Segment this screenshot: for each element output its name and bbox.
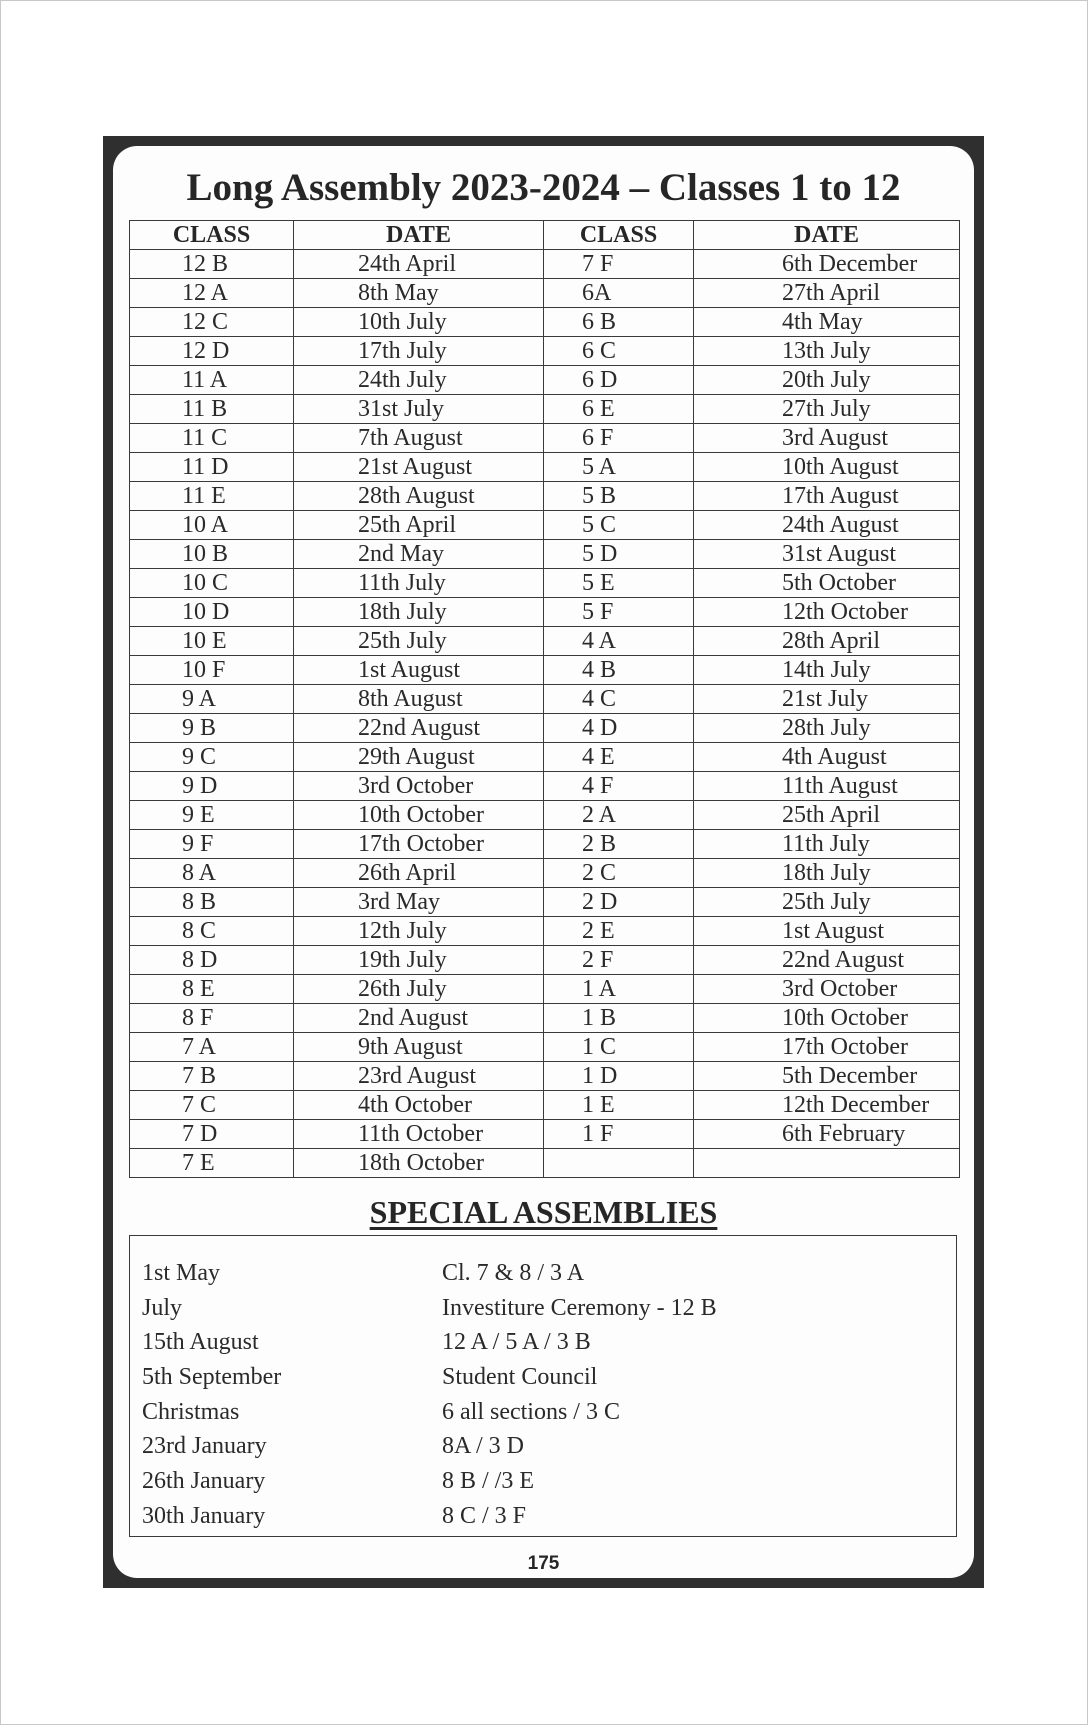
- class-cell: 11 B: [130, 395, 294, 424]
- date-cell: 23rd August: [294, 1062, 544, 1091]
- class-cell: 10 C: [130, 569, 294, 598]
- class-cell: 7 B: [130, 1062, 294, 1091]
- date-cell: 17th July: [294, 337, 544, 366]
- date-cell: 2nd May: [294, 540, 544, 569]
- special-assembly-row: [130, 1256, 956, 1291]
- class-cell: 7 D: [130, 1120, 294, 1149]
- date-cell: 27th July: [694, 395, 960, 424]
- table-row: [130, 569, 960, 598]
- table-row: [130, 308, 960, 337]
- date-cell: 11th July: [294, 569, 544, 598]
- table-row: [130, 250, 960, 279]
- special-occasion: 5th September: [142, 1364, 282, 1391]
- class-cell: 1 F: [544, 1120, 694, 1149]
- class-cell: 7 E: [130, 1149, 294, 1178]
- class-cell: 10 D: [130, 598, 294, 627]
- class-cell: 2 C: [544, 859, 694, 888]
- date-cell: 6th February: [694, 1120, 960, 1149]
- special-assembly-row: [130, 1325, 956, 1360]
- table-row: [130, 1004, 960, 1033]
- date-cell: 4th May: [694, 308, 960, 337]
- date-column-header: DATE: [294, 221, 544, 250]
- class-cell: 1 C: [544, 1033, 694, 1062]
- date-cell: 4th October: [294, 1091, 544, 1120]
- class-cell: 5 B: [544, 482, 694, 511]
- class-cell: 7 F: [544, 250, 694, 279]
- class-cell: 2 F: [544, 946, 694, 975]
- date-cell: 25th July: [294, 627, 544, 656]
- special-classes: 12 A / 5 A / 3 B: [442, 1329, 591, 1356]
- class-cell: 5 F: [544, 598, 694, 627]
- class-cell: 1 E: [544, 1091, 694, 1120]
- date-cell: 18th October: [294, 1149, 544, 1178]
- table-row: [130, 395, 960, 424]
- table-row: [130, 337, 960, 366]
- class-cell: 4 D: [544, 714, 694, 743]
- special-assembly-row: [130, 1291, 956, 1326]
- table-row: [130, 656, 960, 685]
- date-cell: 11th October: [294, 1120, 544, 1149]
- class-cell: 8 C: [130, 917, 294, 946]
- class-cell: 9 F: [130, 830, 294, 859]
- date-cell: 18th July: [294, 598, 544, 627]
- date-cell: 10th August: [694, 453, 960, 482]
- date-cell: 5th October: [694, 569, 960, 598]
- table-row: [130, 917, 960, 946]
- class-cell: 5 A: [544, 453, 694, 482]
- table-row: [130, 685, 960, 714]
- date-cell: 11th August: [694, 772, 960, 801]
- date-cell: 22nd August: [694, 946, 960, 975]
- date-cell: 2nd August: [294, 1004, 544, 1033]
- date-cell: 3rd October: [294, 772, 544, 801]
- table-row: [130, 830, 960, 859]
- class-cell: 9 E: [130, 801, 294, 830]
- special-assembly-row: [130, 1429, 956, 1464]
- table-row: [130, 482, 960, 511]
- date-cell: 24th August: [694, 511, 960, 540]
- date-cell: 21st August: [294, 453, 544, 482]
- date-cell: 6th December: [694, 250, 960, 279]
- class-cell: 12 C: [130, 308, 294, 337]
- special-occasion: July: [142, 1294, 183, 1321]
- special-classes: Cl. 7 & 8 / 3 A: [442, 1260, 585, 1286]
- class-cell: 10 B: [130, 540, 294, 569]
- table-row: [130, 598, 960, 627]
- page-number: 175: [527, 1553, 560, 1574]
- special-occasion: Christmas: [142, 1398, 240, 1425]
- class-cell: 11 D: [130, 453, 294, 482]
- class-cell: 6 F: [544, 424, 694, 453]
- class-cell: 9 C: [130, 743, 294, 772]
- date-cell: 8th August: [294, 685, 544, 714]
- table-row: [130, 1062, 960, 1091]
- special-classes: 8 B / /3 E: [442, 1468, 535, 1495]
- date-cell: 17th October: [294, 830, 544, 859]
- date-cell: 17th October: [694, 1033, 960, 1062]
- class-cell: 8 B: [130, 888, 294, 917]
- class-cell: 4 E: [544, 743, 694, 772]
- date-cell: 19th July: [294, 946, 544, 975]
- table-row: [130, 1120, 960, 1149]
- class-cell: 1 A: [544, 975, 694, 1004]
- date-cell: 21st July: [694, 685, 960, 714]
- date-cell: 5th December: [694, 1062, 960, 1091]
- special-classes: Student Council: [442, 1364, 598, 1391]
- date-cell: 11th July: [694, 830, 960, 859]
- date-cell: 12th December: [694, 1091, 960, 1120]
- class-cell: 8 F: [130, 1004, 294, 1033]
- date-cell: 7th August: [294, 424, 544, 453]
- class-cell: 5 D: [544, 540, 694, 569]
- special-classes: Investiture Ceremony - 12 B: [442, 1294, 717, 1321]
- special-assemblies-box: [129, 1235, 957, 1537]
- date-cell: 25th April: [294, 511, 544, 540]
- special-occasion: 30th January: [142, 1502, 266, 1529]
- table-row: [130, 1091, 960, 1120]
- table-header-row: [130, 221, 960, 250]
- table-row: [130, 801, 960, 830]
- class-column-header: CLASS: [130, 221, 294, 250]
- class-cell: 12 A: [130, 279, 294, 308]
- class-cell: 7 A: [130, 1033, 294, 1062]
- date-cell: 3rd May: [294, 888, 544, 917]
- class-cell: 10 F: [130, 656, 294, 685]
- date-cell: 9th August: [294, 1033, 544, 1062]
- class-cell: 7 C: [130, 1091, 294, 1120]
- class-cell: 2 B: [544, 830, 694, 859]
- class-cell: 11 E: [130, 482, 294, 511]
- special-occasion: 23rd January: [142, 1433, 267, 1460]
- class-cell: [544, 1149, 694, 1178]
- special-classes: 8A / 3 D: [442, 1433, 525, 1460]
- special-classes: 6 all sections / 3 C: [442, 1398, 620, 1425]
- class-cell: 8 A: [130, 859, 294, 888]
- date-cell: 3rd August: [694, 424, 960, 453]
- class-cell: 4 C: [544, 685, 694, 714]
- date-cell: 18th July: [694, 859, 960, 888]
- class-cell: 9 D: [130, 772, 294, 801]
- date-cell: 26th July: [294, 975, 544, 1004]
- date-cell: [694, 1149, 960, 1178]
- table-row: [130, 1033, 960, 1062]
- special-occasion: 26th January: [142, 1468, 266, 1495]
- class-cell: 9 A: [130, 685, 294, 714]
- table-row: [130, 366, 960, 395]
- date-cell: 14th July: [694, 656, 960, 685]
- class-cell: 6 C: [544, 337, 694, 366]
- date-cell: 31st July: [294, 395, 544, 424]
- class-cell: 6 B: [544, 308, 694, 337]
- date-cell: 20th July: [694, 366, 960, 395]
- table-row: [130, 946, 960, 975]
- date-cell: 12th October: [694, 598, 960, 627]
- class-cell: 8 D: [130, 946, 294, 975]
- class-cell: 4 B: [544, 656, 694, 685]
- page-title: Long Assembly 2023-2024 – Classes 1 to 12: [186, 166, 901, 209]
- class-cell: 9 B: [130, 714, 294, 743]
- class-cell: 12 D: [130, 337, 294, 366]
- special-occasion: 1st May: [142, 1260, 220, 1286]
- class-cell: 5 C: [544, 511, 694, 540]
- table-row: [130, 540, 960, 569]
- date-cell: 12th July: [294, 917, 544, 946]
- assembly-schedule-table: [129, 220, 960, 1178]
- date-cell: 8th May: [294, 279, 544, 308]
- date-cell: 10th October: [294, 801, 544, 830]
- date-cell: 29th August: [294, 743, 544, 772]
- schedule-body: [130, 250, 960, 1178]
- table-row: [130, 975, 960, 1004]
- date-cell: 10th October: [694, 1004, 960, 1033]
- date-cell: 17th August: [694, 482, 960, 511]
- class-cell: 1 D: [544, 1062, 694, 1091]
- class-cell: 2 E: [544, 917, 694, 946]
- special-assembly-row: [130, 1499, 956, 1534]
- date-cell: 26th April: [294, 859, 544, 888]
- special-assembly-row: [130, 1464, 956, 1499]
- date-cell: 25th July: [694, 888, 960, 917]
- class-cell: 6 E: [544, 395, 694, 424]
- table-row: [130, 1149, 960, 1178]
- table-row: [130, 627, 960, 656]
- date-cell: 28th April: [694, 627, 960, 656]
- table-row: [130, 511, 960, 540]
- date-cell: 4th August: [694, 743, 960, 772]
- date-cell: 24th July: [294, 366, 544, 395]
- table-row: [130, 714, 960, 743]
- special-assemblies-title: SPECIAL ASSEMBLIES: [369, 1194, 718, 1230]
- class-column-header: CLASS: [544, 221, 694, 250]
- table-row: [130, 743, 960, 772]
- date-cell: 24th April: [294, 250, 544, 279]
- special-assembly-row: [130, 1360, 956, 1395]
- table-row: [130, 424, 960, 453]
- date-cell: 3rd October: [694, 975, 960, 1004]
- class-cell: 2 D: [544, 888, 694, 917]
- date-column-header: DATE: [694, 221, 960, 250]
- special-occasion: 15th August: [142, 1329, 259, 1356]
- table-row: [130, 279, 960, 308]
- table-row: [130, 772, 960, 801]
- class-cell: 4 F: [544, 772, 694, 801]
- class-cell: 8 E: [130, 975, 294, 1004]
- class-cell: 11 C: [130, 424, 294, 453]
- date-cell: 1st August: [694, 917, 960, 946]
- date-cell: 28th August: [294, 482, 544, 511]
- date-cell: 13th July: [694, 337, 960, 366]
- special-assembly-row: [130, 1395, 956, 1430]
- date-cell: 22nd August: [294, 714, 544, 743]
- class-cell: 1 B: [544, 1004, 694, 1033]
- date-cell: 1st August: [294, 656, 544, 685]
- table-row: [130, 453, 960, 482]
- class-cell: 11 A: [130, 366, 294, 395]
- class-cell: 10 E: [130, 627, 294, 656]
- class-cell: 6 D: [544, 366, 694, 395]
- date-cell: 31st August: [694, 540, 960, 569]
- class-cell: 4 A: [544, 627, 694, 656]
- date-cell: 28th July: [694, 714, 960, 743]
- class-cell: 5 E: [544, 569, 694, 598]
- class-cell: 12 B: [130, 250, 294, 279]
- class-cell: 2 A: [544, 801, 694, 830]
- class-cell: 6A: [544, 279, 694, 308]
- date-cell: 10th July: [294, 308, 544, 337]
- class-cell: 10 A: [130, 511, 294, 540]
- table-row: [130, 888, 960, 917]
- special-classes: 8 C / 3 F: [442, 1502, 527, 1529]
- date-cell: 27th April: [694, 279, 960, 308]
- date-cell: 25th April: [694, 801, 960, 830]
- table-row: [130, 859, 960, 888]
